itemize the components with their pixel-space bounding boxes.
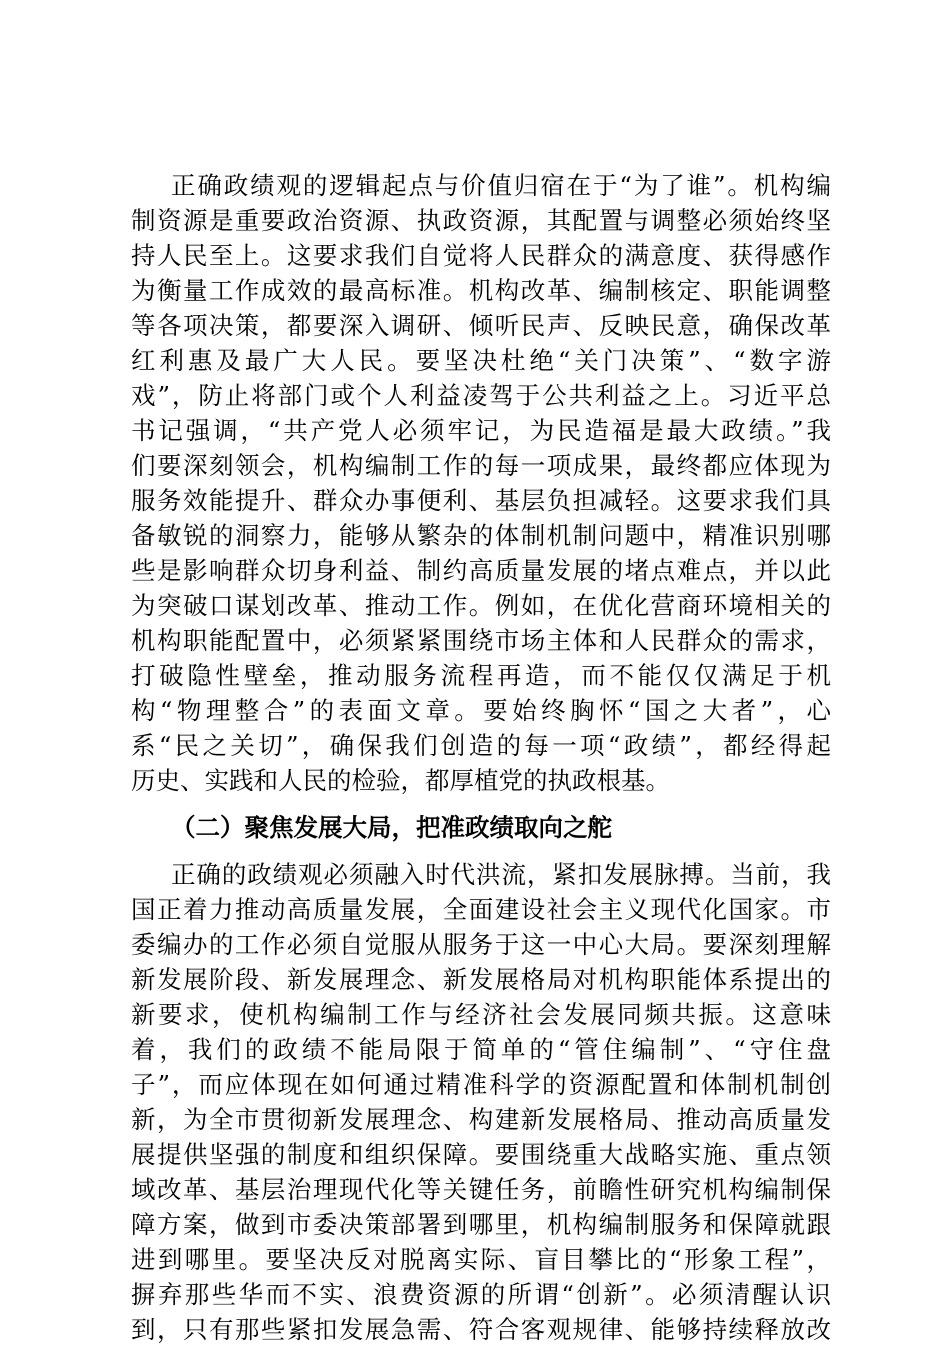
- paragraph-line: 国正着力推动高质量发展，全面建设社会主义现代化国家。市: [131, 895, 831, 924]
- paragraph-line: 正确政绩观的逻辑起点与价值归宿在于“为了谁”。机构编: [171, 171, 831, 200]
- paragraph-line: 委编办的工作必须自觉服从服务于这一中心大局。要深刻理解: [131, 930, 831, 959]
- paragraph-line: 正确的政绩观必须融入时代洪流，紧扣发展脉搏。当前，我: [171, 860, 831, 889]
- paragraph-line: 服务效能提升、群众办事便利、基层负担减轻。这要求我们具: [131, 486, 831, 515]
- paragraph-line: 展提供坚强的制度和组织保障。要围绕重大战略实施、重点领: [131, 1140, 831, 1169]
- paragraph-line: 机构职能配置中，必须紧紧围绕市场主体和人民群众的需求，: [131, 626, 831, 655]
- paragraph-line: 新，为全市贯彻新发展理念、构建新发展格局、推动高质量发: [131, 1105, 831, 1134]
- paragraph-line: 为衡量工作成效的最高标准。机构改革、编制核定、职能调整: [131, 276, 831, 305]
- paragraph-development-focus: [131, 857, 831, 1347]
- paragraph-line: 新发展阶段、新发展理念、新发展格局对机构职能体系提出的: [131, 965, 831, 994]
- paragraph-line: 域改革、基层治理现代化等关键任务，前瞻性研究机构编制保: [131, 1175, 831, 1204]
- paragraph-line: 摒弃那些华而不实、浪费资源的所谓“创新”。必须清醒认识: [131, 1280, 831, 1309]
- paragraph-line: 到，只有那些紧扣发展急需、符合客观规律、能够持续释放改: [131, 1315, 831, 1344]
- paragraph-line: 构“物理整合”的表面文章。要始终胸怀“国之大者”，心: [131, 696, 831, 725]
- paragraph-line: 历史、实践和人民的检验，都厚植党的执政根基。: [131, 766, 670, 795]
- paragraph-line: 着，我们的政绩不能局限于简单的“管住编制”、“守住盘: [131, 1035, 831, 1064]
- paragraph-line: 红利惠及最广大人民。要坚决杜绝“关门决策”、“数字游: [131, 346, 831, 375]
- paragraph-line: 们要深刻领会，机构编制工作的每一项成果，最终都应体现为: [131, 451, 831, 480]
- paragraph-line: 制资源是重要政治资源、执政资源，其配置与调整必须始终坚: [131, 206, 831, 235]
- paragraph-line: 持人民至上。这要求我们自觉将人民群众的满意度、获得感作: [131, 241, 831, 270]
- paragraph-line: 障方案，做到市委决策部署到哪里，机构编制服务和保障就跟: [131, 1210, 831, 1239]
- paragraph-line: 进到哪里。要坚决反对脱离实际、盲目攀比的“形象工程”，: [131, 1245, 831, 1274]
- paragraph-line: 打破隐性壁垒，推动服务流程再造，而不能仅仅满足于机: [131, 661, 831, 690]
- paragraph-line: 新要求，使机构编制工作与经济社会发展同频共振。这意味: [131, 1000, 831, 1029]
- paragraph-line: 书记强调，“共产党人必须牢记，为民造福是最大政绩。”我: [131, 416, 831, 445]
- paragraph-line: 戏”，防止将部门或个人利益凌驾于公共利益之上。习近平总: [131, 381, 831, 410]
- paragraph-line: 备敏锐的洞察力，能够从繁杂的体制机制问题中，精准识别哪: [131, 521, 831, 550]
- paragraph-line: 子”，而应体现在如何通过精准科学的资源配置和体制机制创: [131, 1070, 831, 1099]
- section-heading: （二）聚焦发展大局，把准政绩取向之舵: [171, 813, 612, 842]
- paragraph-line: 为突破口谋划改革、推动工作。例如，在优化营商环境相关的: [131, 591, 831, 620]
- paragraph-line: 些是影响群众切身利益、制约高质量发展的堵点难点，并以此: [131, 556, 831, 585]
- paragraph-line: 等各项决策，都要深入调研、倾听民声、反映民意，确保改革: [131, 311, 831, 340]
- document-body: [131, 168, 831, 1347]
- paragraph-people-centered: [131, 168, 831, 798]
- paragraph-line: 系“民之关切”，确保我们创造的每一项“政绩”，都经得起: [131, 731, 831, 760]
